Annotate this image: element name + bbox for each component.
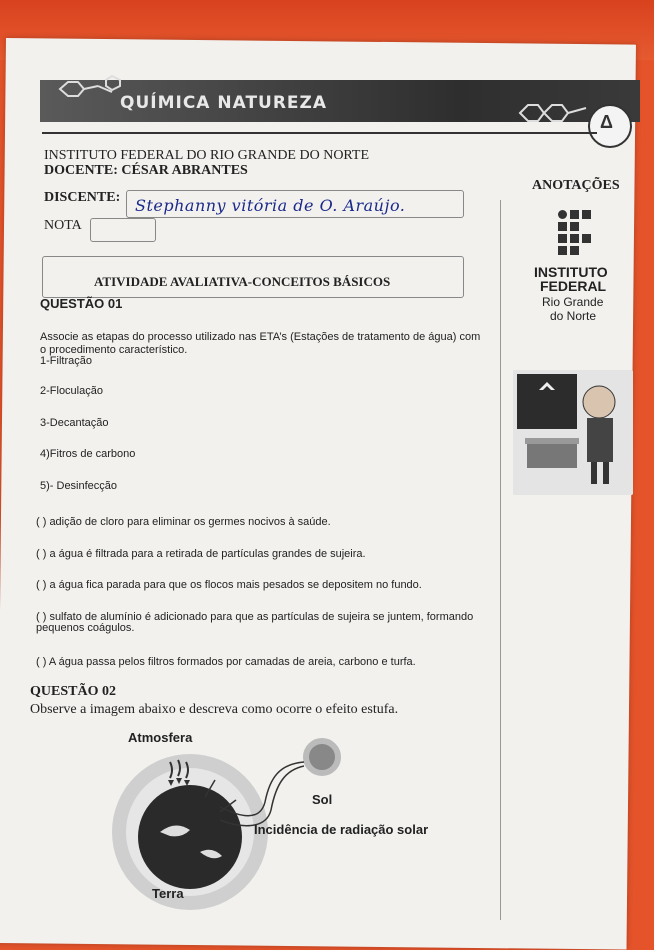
earth-label: Terra bbox=[152, 886, 184, 901]
grade-label: NOTA bbox=[44, 218, 82, 233]
q1-prompt-line1: Associe as etapas do processo utilizado nas ETA’s (Estações de tratamento de água) com bbox=[40, 331, 481, 343]
ifrn-line3: Rio Grande bbox=[542, 295, 604, 309]
annotations-label: ANOTAÇÕES bbox=[532, 178, 620, 193]
step-item: 1-Filtração bbox=[40, 355, 92, 367]
option-item: ( ) a água fica parada para que os flocos mais pesados se depositem no fundo. bbox=[36, 579, 422, 591]
step-item: 2-Floculação bbox=[40, 385, 103, 397]
institution-name: INSTITUTO FEDERAL DO RIO GRANDE DO NORTE bbox=[44, 148, 370, 163]
q1-heading: QUESTÃO 01 bbox=[40, 296, 123, 311]
step-item: 3-Decantação bbox=[40, 417, 109, 429]
molecule-left-icon bbox=[50, 74, 130, 104]
sun-label: Sol bbox=[312, 792, 333, 807]
step-item: 5)- Desinfecção bbox=[40, 480, 118, 492]
option-item: ( ) sulfato de alumínio é adicionado para que as partículas de sujeira se juntem, formando bbox=[36, 611, 474, 623]
ifrn-line4: do Norte bbox=[550, 309, 597, 323]
q2-prompt: Observe a imagem abaixo e descreva como ocorre o efeito estufa. bbox=[30, 702, 399, 717]
radiation-label: Incidência de radiação solar bbox=[254, 822, 429, 837]
grade-field[interactable] bbox=[90, 218, 156, 242]
ifrn-line1: INSTITUTO bbox=[534, 264, 608, 280]
molecule-right-icon bbox=[512, 96, 592, 130]
student-label: DISCENTE: bbox=[44, 190, 121, 205]
teacher-name: DOCENTE: CÉSAR ABRANTES bbox=[44, 163, 248, 178]
sun-icon bbox=[306, 741, 338, 773]
option-item: ( ) A água passa pelos filtros formados por camadas de areia, carbono e turfa. bbox=[36, 656, 416, 668]
greenhouse-effect-diagram bbox=[90, 722, 510, 922]
chemistry-logo-icon: Δ bbox=[588, 104, 632, 148]
earth-globe bbox=[138, 785, 242, 889]
ifrn-line2: FEDERAL bbox=[540, 278, 607, 294]
student-name-handwriting: Stephanny vitória de O. Araújo. bbox=[135, 196, 406, 215]
option-item: ( ) a água é filtrada para a retirada de partículas grandes de sujeira. bbox=[36, 548, 366, 560]
teacher-cartoon-image bbox=[513, 370, 633, 495]
q1-prompt-line2: o procedimento característico. bbox=[40, 344, 188, 356]
option-item-continued: pequenos coágulos. bbox=[36, 622, 135, 634]
header-title: QUÍMICA NATUREZA bbox=[120, 93, 328, 113]
q2-heading: QUESTÃO 02 bbox=[30, 684, 116, 699]
step-item: 4)Fitros de carbono bbox=[40, 448, 136, 460]
header-rule bbox=[42, 132, 597, 134]
option-item: ( ) adição de cloro para eliminar os germes nocivos à saúde. bbox=[36, 516, 331, 528]
activity-title: ATIVIDADE AVALIATIVA-CONCEITOS BÁSICOS bbox=[94, 274, 391, 289]
atmosphere-label: Atmosfera bbox=[128, 730, 193, 745]
